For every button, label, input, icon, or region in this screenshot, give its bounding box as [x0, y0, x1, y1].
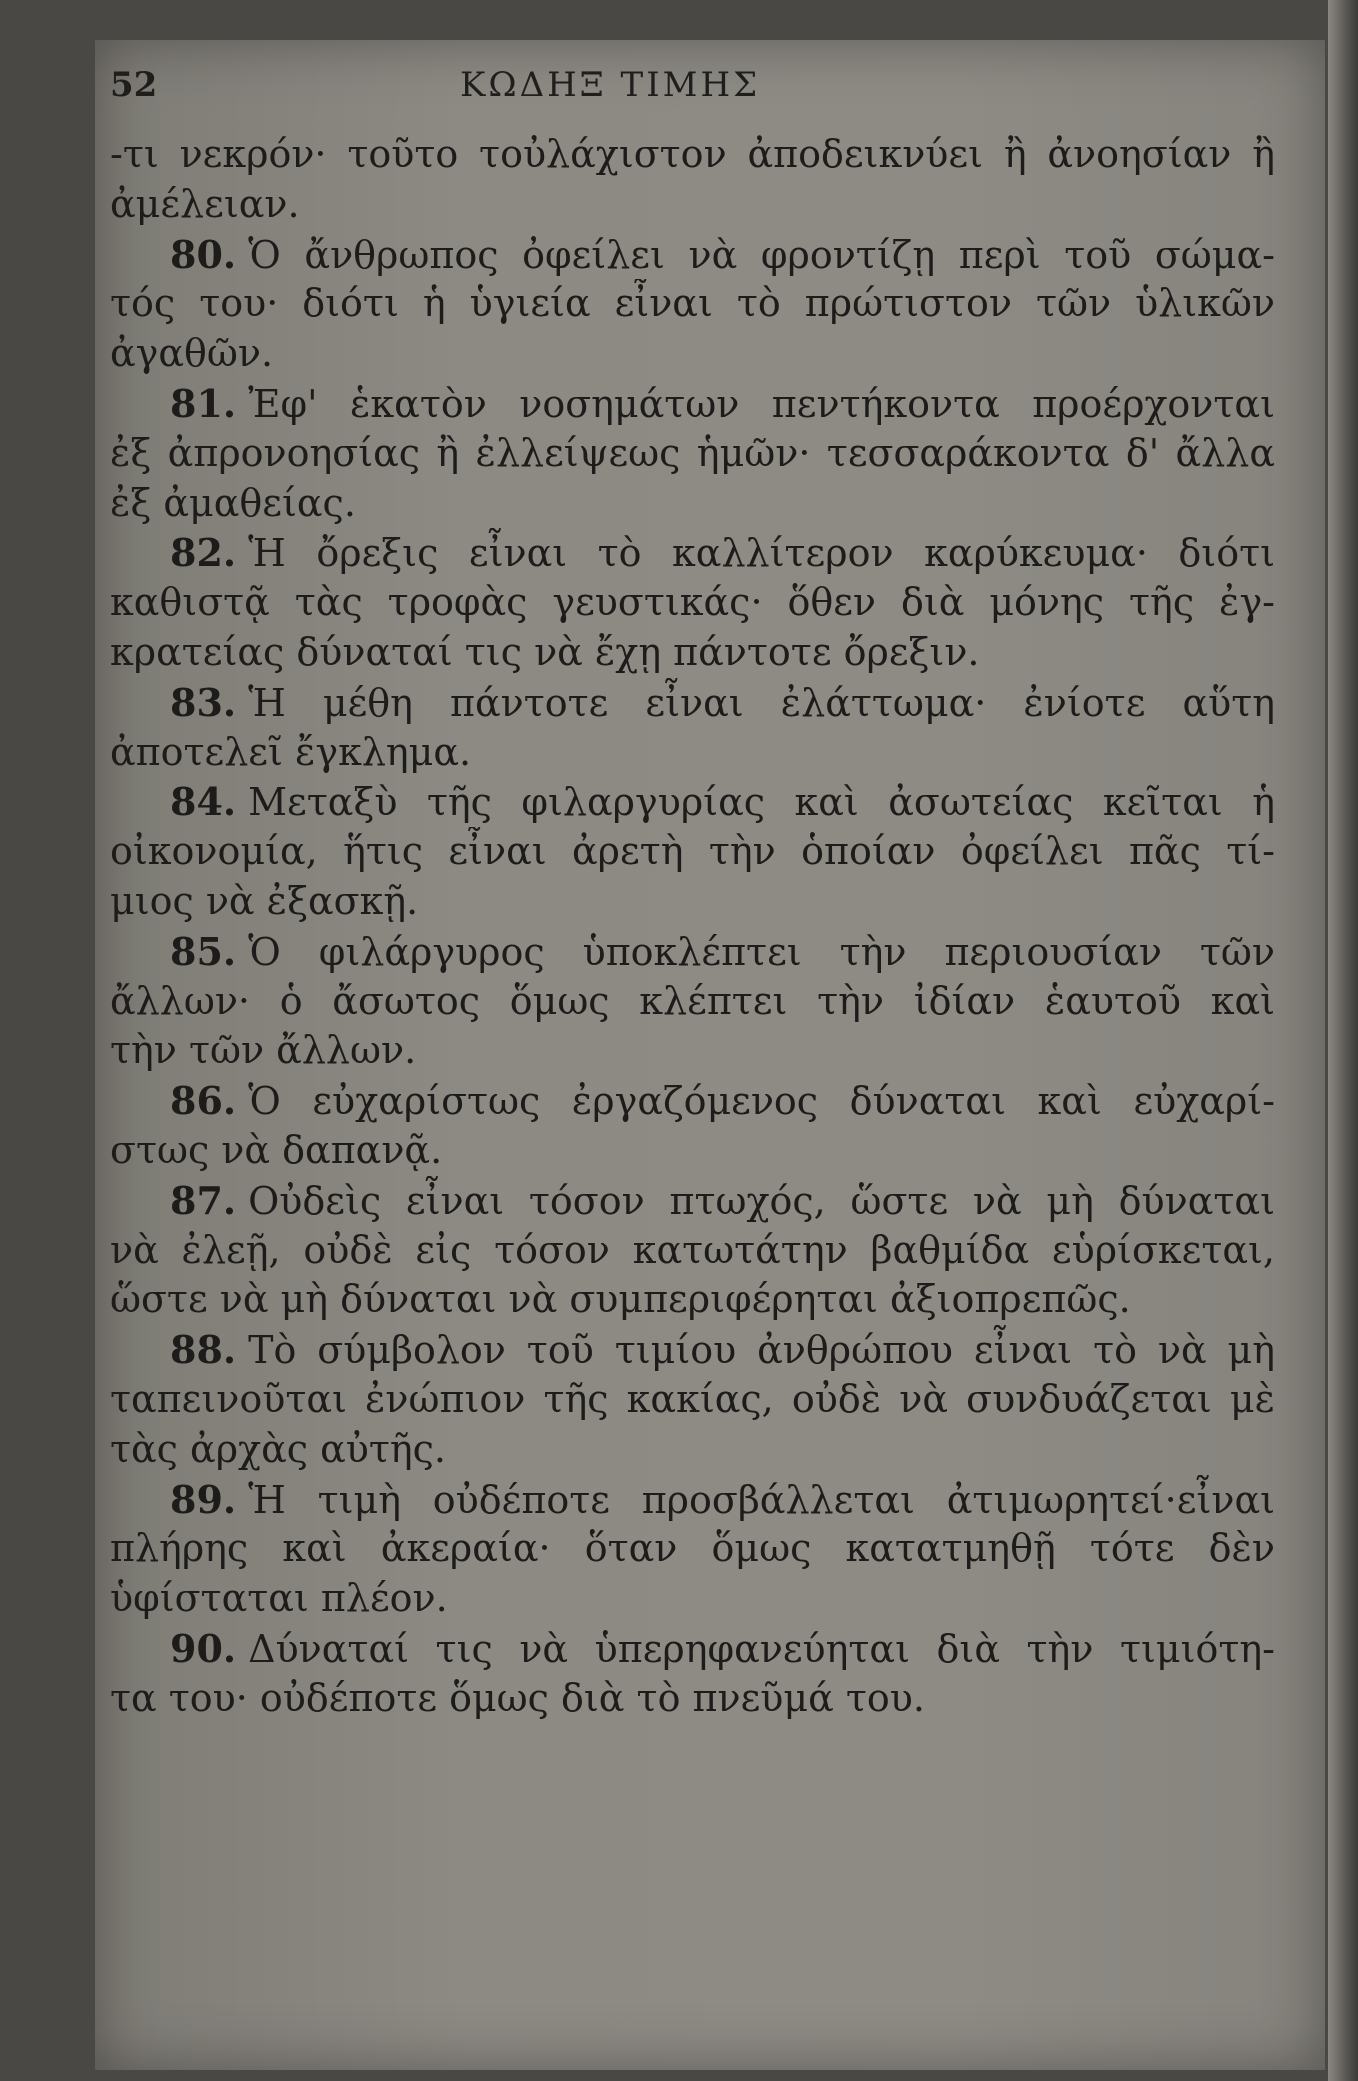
maxim-81-line: 81. Ἐφ' ἑκατὸν νοσημάτων πεντήκοντα προέρχονται — [170, 380, 1275, 426]
text-line: ὑφίσταται πλέον. — [110, 1576, 448, 1621]
text-line: τὴν τῶν ἄλλων. — [110, 1028, 417, 1073]
maxim-84-line: 84. Μεταξὺ τῆς φιλαργυρίας καὶ ἀσωτείας κεῖται ἡ — [170, 779, 1275, 825]
text-line: ἐξ ἀπρονοησίας ἢ ἐλλείψεως ἡμῶν· τεσσαράκοντα δ' ἄλλα — [110, 430, 1275, 475]
text-line: ἄλλων· ὁ ἄσωτος ὅμως κλέπτει τὴν ἰδίαν ἑαυτοῦ καὶ — [110, 978, 1275, 1023]
maxim-89-line: 89. Ἡ τιμὴ οὐδέποτε προσβάλλεται ἀτιμωρητεί·εἶναι — [170, 1476, 1275, 1522]
maxim-number: 86. — [170, 1078, 237, 1124]
maxim-86-line: 86. Ὁ εὐχαρίστως ἐργαζόμενος δύναται καὶ εὐχαρί- — [170, 1078, 1275, 1124]
page-number: 52 — [110, 65, 158, 105]
text-line: νὰ ἐλεῇ, οὐδὲ εἰς τόσον κατωτάτην βαθμίδα εὑρίσκεται, — [110, 1227, 1275, 1272]
text-line: κρατείας δύναταί τις νὰ ἔχῃ πάντοτε ὄρεξιν. — [110, 629, 980, 674]
text-line: ἀγαθῶν. — [110, 331, 274, 376]
running-title: ΚΩΔΗΞ ΤΙΜΗΣ — [460, 65, 761, 105]
page-header — [110, 55, 1190, 125]
text-line: ἀμέλειαν. — [110, 181, 300, 226]
text-line: ἀποτελεῖ ἔγκλημα. — [110, 729, 472, 774]
book-spine-edge — [1328, 0, 1358, 2081]
maxim-number: 80. — [170, 231, 237, 277]
maxim-87-line: 87. Οὐδεὶς εἶναι τόσον πτωχός, ὥστε νὰ μὴ δύναται — [170, 1177, 1275, 1223]
text-line: τὰς ἀρχὰς αὐτῆς. — [110, 1426, 447, 1471]
text-line: ἐξ ἀμαθείας. — [110, 480, 356, 525]
text-line: μιος νὰ ἐξασκῇ. — [110, 878, 419, 923]
text-line: ταπεινοῦται ἐνώπιον τῆς κακίας, οὐδὲ νὰ συνδυάζεται μὲ — [110, 1376, 1275, 1421]
text-line: στως νὰ δαπανᾷ. — [110, 1127, 443, 1172]
text-line: οἰκονομία, ἥτις εἶναι ἀρετὴ τὴν ὁποίαν ὀφείλει πᾶς τί- — [110, 829, 1275, 874]
maxim-90-line: 90. Δύναταί τις νὰ ὑπερηφανεύηται διὰ τὴν τιμιότη- — [170, 1625, 1275, 1671]
maxim-number: 90. — [170, 1625, 237, 1671]
text-line: πλήρης καὶ ἀκεραία· ὅταν ὅμως κατατμηθῇ τότε δὲν — [110, 1526, 1275, 1571]
text-line: τα του· οὐδέποτε ὅμως διὰ τὸ πνεῦμά του. — [110, 1675, 925, 1720]
maxim-number: 82. — [170, 530, 237, 576]
maxim-88-line: 88. Τὸ σύμβολον τοῦ τιμίου ἀνθρώπου εἶναι τὸ νὰ μὴ — [170, 1327, 1275, 1373]
maxim-number: 89. — [170, 1476, 237, 1522]
maxim-number: 81. — [170, 380, 237, 426]
text-line: τός του· διότι ἡ ὑγιεία εἶναι τὸ πρώτιστον τῶν ὑλικῶν — [110, 281, 1275, 326]
maxim-82-line: 82. Ἡ ὄρεξις εἶναι τὸ καλλίτερον καρύκευμα· διότι — [170, 530, 1275, 576]
maxim-number: 88. — [170, 1327, 237, 1373]
maxim-number: 87. — [170, 1177, 237, 1223]
text-line: -τι νεκρόν· τοῦτο τοὐλάχιστον ἀποδεικνύει ἢ ἀνοησίαν ἢ — [110, 132, 1275, 176]
maxim-80-line: 80. Ὁ ἄνθρωπος ὀφείλει νὰ φροντίζῃ περὶ τοῦ σώμα- — [170, 231, 1275, 277]
maxim-83-line: 83. Ἡ μέθη πάντοτε εἶναι ἐλάττωμα· ἐνίοτε αὕτη — [170, 679, 1275, 725]
body-text — [110, 130, 1275, 1724]
maxim-number: 85. — [170, 928, 237, 974]
maxim-number: 83. — [170, 679, 237, 725]
text-line: ὥστε νὰ μὴ δύναται νὰ συμπεριφέρηται ἀξιοπρεπῶς. — [110, 1277, 1131, 1322]
maxim-number: 84. — [170, 779, 237, 825]
text-line: καθιστᾷ τὰς τροφὰς γευστικάς· ὅθεν διὰ μόνης τῆς ἐγ- — [110, 580, 1275, 625]
maxim-85-line: 85. Ὁ φιλάργυρος ὑποκλέπτει τὴν περιουσίαν τῶν — [170, 928, 1275, 974]
